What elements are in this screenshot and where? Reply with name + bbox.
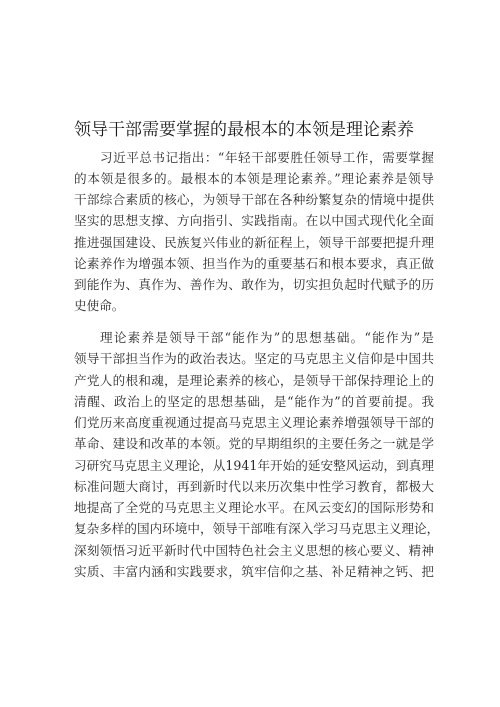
- paragraph-2-line-6: 革命、建设和改革的本领。党的早期组织的主要任务之一就是学: [74, 436, 434, 451]
- paragraph-2-line-2: 领导干部担当作为的政治表达。坚定的马克思主义信仰是中国共: [74, 351, 434, 366]
- paragraph-1-line-2: 的本领是很多的。最根本的本领是理论素养。”理论素养是领导: [74, 171, 434, 186]
- paragraph-1-line-7: 到能作为、真作为、善作为、敢作为，切实担负起时代赋予的历: [74, 277, 434, 292]
- paragraph-2-line-12: 实质、丰富内涵和实践要求，筑牢信仰之基、补足精神之钙、把: [74, 564, 434, 579]
- paragraph-1-line-8: 史使命。: [74, 298, 125, 313]
- paragraph-1-line-3: 干部综合素质的核心，为领导干部在各种纷繁复杂的情境中提供: [74, 192, 434, 207]
- paragraph-2-line-9: 地提高了全党的马克思主义理论水平。在风云变幻的国际形势和: [74, 500, 434, 515]
- paragraph-1-line-5: 推进强国建设、民族复兴伟业的新征程上，领导干部要把提升理: [74, 235, 434, 250]
- paragraph-2-line-7: 习研究马克思主义理论，从1941年开始的延安整风运动，到真理: [74, 458, 434, 473]
- paragraph-2-line-3: 产党人的根和魂，是理论素养的核心，是领导干部保持理论上的: [74, 373, 434, 388]
- paragraph-2-line-4: 清醒、政治上的坚定的思想基础，是“能作为”的首要前提。我: [74, 394, 434, 409]
- paragraph-1-line-4: 坚实的思想支撑、方向指引、实践指南。在以中国式现代化全面: [74, 213, 434, 228]
- paragraph-1-line-6: 论素养作为增强本领、担当作为的重要基石和根本要求，真正做: [74, 256, 434, 271]
- paragraph-2-line-8: 标准问题大商讨，再到新时代以来历次集中性学习教育，都极大: [74, 479, 434, 494]
- document-title: 领导干部需要掌握的最根本的本领是理论素养: [74, 120, 414, 140]
- paragraph-2-line-11: 深刻领悟习近平新时代中国特色社会主义思想的核心要义、精神: [74, 543, 434, 558]
- paragraph-2-line-5: 们党历来高度重视通过提高马克思主义理论素养增强领导干部的: [74, 415, 434, 430]
- paragraph-2-line-1: 理论素养是领导干部“能作为”的思想基础。“能作为”是: [100, 330, 434, 345]
- paragraph-1-line-1: 习近平总书记指出：“年轻干部要胜任领导工作，需要掌握: [100, 150, 434, 165]
- paragraph-2-line-10: 复杂多样的国内环境中，领导干部唯有深入学习马克思主义理论，: [74, 521, 440, 536]
